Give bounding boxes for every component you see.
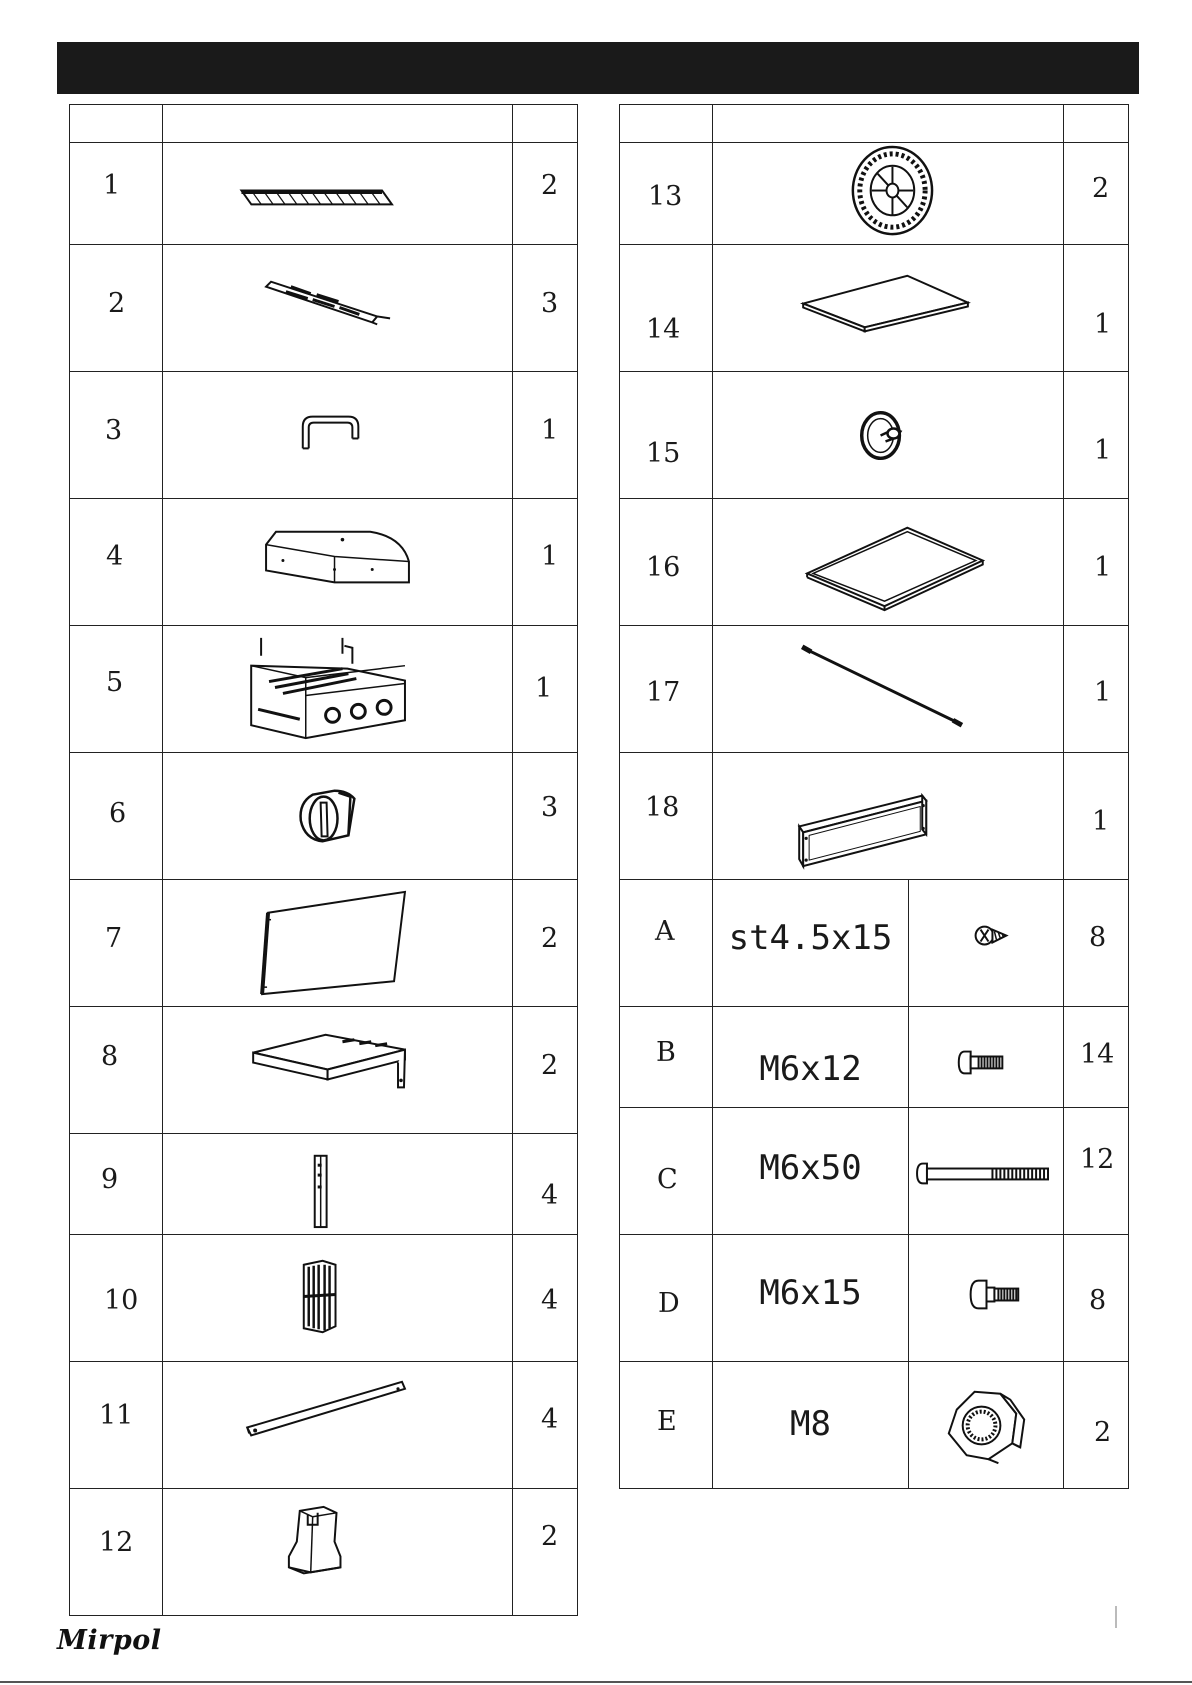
grease-tray-icon (713, 499, 1064, 626)
parts-table-right (619, 104, 1129, 1489)
part-number: 1 (70, 143, 163, 245)
table-row: 6 3 (70, 753, 578, 880)
table-row: A st4.5x15 8 (620, 880, 1129, 1007)
table-row: 17 1 (620, 626, 1129, 753)
self-tapping-screw-icon (909, 880, 1064, 1007)
control-knob-icon (163, 753, 513, 880)
handle-icon (163, 372, 513, 499)
table-row: 18 1 (620, 753, 1129, 880)
grill-grate-icon (163, 143, 513, 245)
lid-icon (163, 499, 513, 626)
table-row: 11 4 (70, 1362, 578, 1489)
table-row: 10 4 (70, 1235, 578, 1362)
table-row: B M6x12 14 (620, 1007, 1129, 1108)
medium-bolt-icon (909, 1235, 1064, 1362)
leg-icon (163, 1134, 513, 1235)
table-row: 5 1 (70, 626, 578, 753)
part-quantity: 2 (513, 143, 578, 245)
table-row: 7 2 (70, 880, 578, 1007)
axle-rod-icon (713, 626, 1064, 753)
bottom-shelf-icon (713, 245, 1064, 372)
table-row: E M8 2 (620, 1362, 1129, 1489)
foot-icon (163, 1489, 513, 1616)
table-row (70, 143, 578, 245)
footer-divider (0, 1681, 1192, 1683)
hardware-size: st4.5x15 (713, 880, 909, 1007)
parts-table-left (69, 104, 578, 1616)
header-bar (57, 42, 1139, 94)
table-header-row (70, 105, 578, 143)
table-row: 8 2 (70, 1007, 578, 1134)
table-row: 13 2 (620, 143, 1129, 245)
flame-tamer-icon (163, 245, 513, 372)
table-row: D M6x15 8 (620, 1235, 1129, 1362)
table-row: 4 1 (70, 499, 578, 626)
igniter-cap-icon (713, 372, 1064, 499)
side-panel-icon (163, 880, 513, 1007)
short-bolt-icon (909, 1007, 1064, 1108)
table-row: 2 3 (70, 245, 578, 372)
long-bolt-icon (909, 1108, 1064, 1235)
crossbar-icon (163, 1362, 513, 1489)
wheel-icon (713, 143, 1064, 245)
table-row: 3 1 (70, 372, 578, 499)
firebox-icon (163, 626, 513, 753)
page-marker (1115, 1606, 1117, 1628)
hex-nut-icon (909, 1362, 1064, 1489)
brand-logo: Mirpol (57, 1625, 162, 1656)
side-shelf-icon (163, 1007, 513, 1134)
back-panel-icon (713, 753, 1064, 880)
table-row: 12 2 (70, 1489, 578, 1616)
table-row: 16 1 (620, 499, 1129, 626)
leg-connector-icon (163, 1235, 513, 1362)
table-row: 9 4 (70, 1134, 578, 1235)
table-header-row (620, 105, 1129, 143)
table-row: C M6x50 12 (620, 1108, 1129, 1235)
table-row: 15 1 (620, 372, 1129, 499)
table-row: 14 1 (620, 245, 1129, 372)
